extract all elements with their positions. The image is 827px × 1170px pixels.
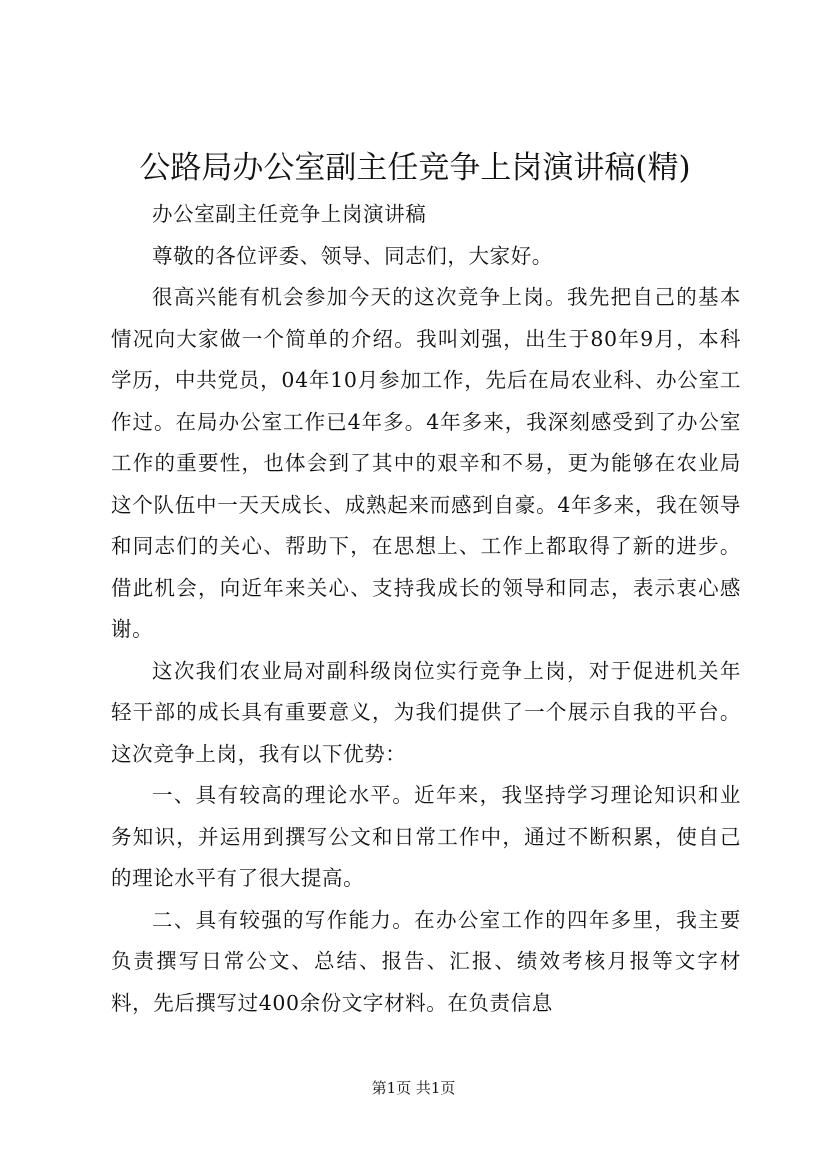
paragraph-advantage-writing: 二、具有较强的写作能力。在办公室工作的四年多里，我主要负责撰写日常公文、总结、报告、汇报、绩效考核月报等文字材料，先后撰写过400余份文字材料。在负责信息	[111, 907, 741, 1015]
paragraph-greeting: 尊敬的各位评委、领导、同志们，大家好。	[152, 243, 553, 268]
paragraph-subtitle: 办公室副主任竞争上岗演讲稿	[152, 202, 427, 226]
paragraph-introduction: 很高兴能有机会参加今天的这次竞争上岗。我先把自己的基本情况向大家做一个简单的介绍。我叫刘强，出生于80年9月，本科学历，中共党员，04年10月参加工作，先后在局农业科、办公室工作过。在局办公室工作已4年多。4年多来，我深刻感受到了办公室工作的重要性，也体会到了其中的艰辛和不易，更为能够在农业局这个队伍中一天天成长、成熟起来而感到自豪。4年多来，我在领导和同志们的关心、帮助下，在思想上、工作上都取得了新的进步。借此机会，向近年来关心、支持我成长的领导和同志，表示衷心感谢。	[111, 285, 741, 641]
paragraph-advantage-theory: 一、具有较高的理论水平。近年来，我坚持学习理论知识和业务知识，并运用到撰写公文和日常工作中，通过不断积累，使自己的理论水平有了很大提高。	[111, 783, 741, 890]
paragraph-competition: 这次我们农业局对副科级岗位实行竞争上岗，对于促进机关年轻干部的成长具有重要意义，为我们提供了一个展示自我的平台。这次竞争上岗，我有以下优势：	[111, 658, 741, 766]
page-footer: 第1页 共1页	[371, 1079, 456, 1097]
document-title: 公路局办公室副主任竞争上岗演讲稿(精)	[139, 150, 691, 186]
document-body	[111, 194, 741, 1024]
